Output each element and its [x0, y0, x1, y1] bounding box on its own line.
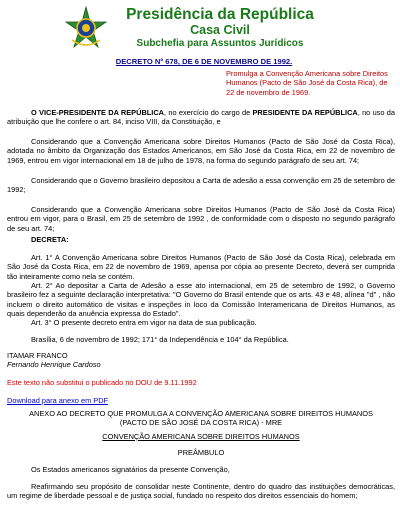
decree-title-link[interactable]: DECRETO Nº 678, DE 6 DE NOVEMBRO DE 1992.: [115, 57, 293, 66]
signature-minister: Fernando Henrique Cardoso: [7, 360, 101, 369]
considering-paragraph-2: Considerando que o Governo brasileiro depositou a Carta de adesão a essa convenção em 25 de setembro de 1992;: [7, 176, 395, 195]
considering-paragraph-3: Considerando que a Convenção Americana sobre Direitos Humanos (Pacto de São José da Costa Rica) entrou em vigor, para o Brasil, em 25 de setembro de 1992 , de conformidade com o disposto no segundo parágrafo de seu art. 74;: [7, 205, 395, 233]
article-1: Art. 1° A Convenção Americana sobre Direitos Humanos (Pacto de São José da Costa Rica), celebrada em São José da Costa Rica, em 22 de novembro de 1969, apensa por cópia ao presente Decreto, deverá ser cumprida tão inteiramente como nela se contém.: [7, 253, 395, 281]
preambulo-heading: PREÂMBULO: [177, 448, 225, 457]
download-pdf-link[interactable]: Download para anexo em PDF: [7, 396, 109, 405]
article-2: Art. 2° Ao depositar a Carta de Adesão a esse ato internacional, em 25 de setembro de 1992, o Governo brasileiro fez a seguinte declaração interpretativa: "O Governo do Brasil entende que os arts. 43 e 48, alínea "d" , não incluem o direito automático de visitas e inspeções in loco da Comissão Interamericana de Direitos Humanos, as quais dependerão da anuência expressa do Estado".: [7, 281, 395, 318]
president-label: PRESIDENTE DA REPÚBLICA: [252, 108, 358, 117]
header: [0, 0, 400, 60]
signature-date: Brasília, 6 de novembro de 1992; 171° da Independência e 104° da República.: [31, 335, 289, 344]
annex-title: ANEXO AO DECRETO QUE PROMULGA A CONVENÇÃO AMERICANA SOBRE DIREITOS HUMANOS (PACTO DE SÃO JOSÉ DA COSTA RICA) - MRE: [29, 409, 373, 428]
convention-title: CONVENÇÃO AMERICANA SOBRE DIREITOS HUMANOS: [102, 432, 300, 441]
preamble-vice-paragraph: [7, 108, 395, 127]
header-subtitle: Casa Civil: [190, 23, 250, 37]
brazil-coat-of-arms-icon: [64, 6, 108, 50]
header-subtitle-2: Subchefia para Assuntos Jurídicos: [136, 38, 304, 49]
states-paragraph: Os Estados americanos signatários da presente Convenção,: [31, 465, 230, 474]
signature-name: ITAMAR FRANCO: [7, 351, 68, 360]
vice-text-2: , no uso da atribuição que lhe confere o art. 84, inciso VIII, da Constituição, e: [7, 108, 395, 127]
publication-notice: Este texto não substitui o publicado no DOU de 9.11.1992: [7, 378, 197, 387]
vice-president-label: O VICE-PRESIDENTE DA REPÚBLICA: [31, 108, 165, 117]
decree-ementa: Promulga a Convenção Americana sobre Direitos Humanos (Pacto de São José da Costa Rica), de 22 de novembro de 1969.: [226, 69, 388, 97]
header-title: Presidência da República: [126, 6, 314, 23]
decreta-label: DECRETA:: [31, 235, 69, 244]
article-3: Art. 3° O presente decreto entra em vigor na data de sua publicação.: [31, 318, 257, 327]
vice-text-1: , no exercício do cargo de: [164, 108, 253, 117]
considering-paragraph-1: Considerando que a Convenção Americana sobre Direitos Humanos (Pacto de São José da Costa Rica), adotada no âmbito da Organização dos Estados Americanos, em São José da Costa Rica, em 22 de novembro de 1969, entrou em vigor internacional em 18 de julho de 1978, na forma do segundo parágrafo de seu art. 74;: [7, 137, 395, 165]
reaffirm-paragraph: Reafirmando seu propósito de consolidar neste Continente, dentro do quadro das instituições democráticas, um regime de liberdade pessoal e de justiça social, fundado no respeito dos direitos essenciais do homem;: [7, 482, 395, 501]
